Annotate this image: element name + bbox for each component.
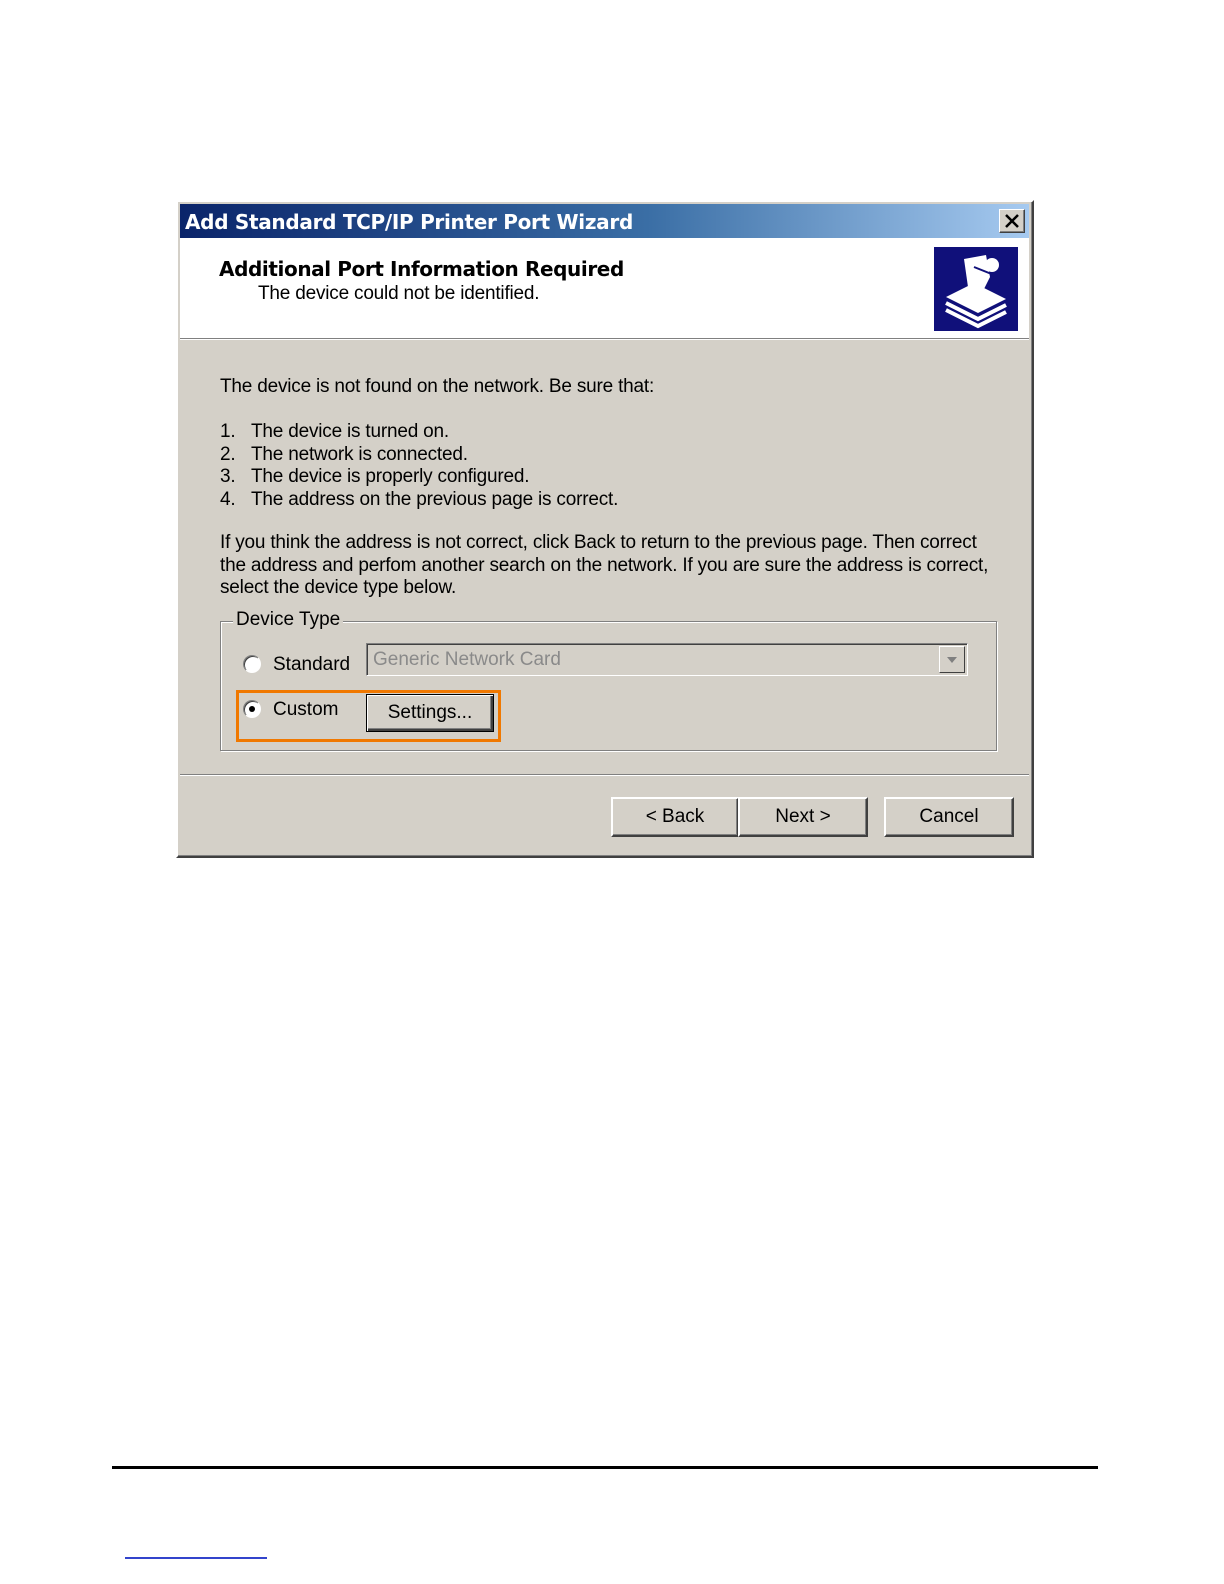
intro-text: The device is not found on the network. Be sure that: bbox=[220, 376, 655, 397]
wizard-dialog bbox=[176, 200, 1034, 858]
custom-radio[interactable] bbox=[243, 700, 261, 718]
next-button-label: Next > bbox=[775, 806, 831, 827]
close-button[interactable] bbox=[999, 209, 1025, 233]
page-subtitle: The device could not be identified. bbox=[258, 283, 540, 304]
page-rule bbox=[112, 1466, 1098, 1469]
paragraph-line: the address and perfom another search on the network. If you are sure the address is correct, bbox=[220, 554, 989, 576]
close-icon bbox=[1005, 214, 1019, 228]
standard-device-value: Generic Network Card bbox=[373, 649, 561, 670]
device-type-legend: Device Type bbox=[233, 609, 343, 631]
instruction-paragraph bbox=[220, 532, 988, 600]
page-title: Additional Port Information Required bbox=[219, 257, 624, 281]
back-button-label: < Back bbox=[645, 806, 705, 827]
footer-divider bbox=[180, 774, 1029, 776]
paragraph-line: select the device type below. bbox=[220, 577, 457, 598]
chevron-down-icon bbox=[947, 657, 957, 663]
settings-button-label: Settings... bbox=[387, 702, 473, 723]
wizard-header bbox=[180, 238, 1029, 338]
list-item: 3. The device is properly configured. bbox=[220, 466, 530, 487]
title-bar[interactable] bbox=[180, 204, 1029, 238]
standard-radio[interactable] bbox=[243, 655, 261, 673]
cancel-button-label: Cancel bbox=[919, 806, 979, 827]
list-item: 4. The address on the previous page is correct. bbox=[220, 488, 619, 510]
dropdown-button[interactable] bbox=[939, 646, 965, 673]
list-item: 1. The device is turned on. bbox=[220, 421, 449, 442]
next-button[interactable] bbox=[738, 797, 868, 837]
cancel-button[interactable] bbox=[884, 797, 1014, 837]
window-title: Add Standard TCP/IP Printer Port Wizard bbox=[185, 210, 633, 234]
settings-button[interactable] bbox=[366, 694, 494, 732]
standard-device-select[interactable] bbox=[366, 643, 968, 676]
list-item: 2. The network is connected. bbox=[220, 443, 468, 465]
header-divider bbox=[180, 338, 1029, 340]
device-type-group bbox=[220, 609, 997, 751]
checklist bbox=[220, 421, 618, 511]
printer-wizard-icon bbox=[934, 247, 1018, 331]
page-link-underline[interactable] bbox=[125, 1557, 267, 1559]
back-button[interactable] bbox=[611, 797, 739, 837]
paragraph-line: If you think the address is not correct, click Back to return to the previous page. Then correct bbox=[220, 532, 977, 553]
standard-label[interactable]: Standard bbox=[273, 654, 351, 675]
custom-label[interactable]: Custom bbox=[273, 699, 339, 720]
